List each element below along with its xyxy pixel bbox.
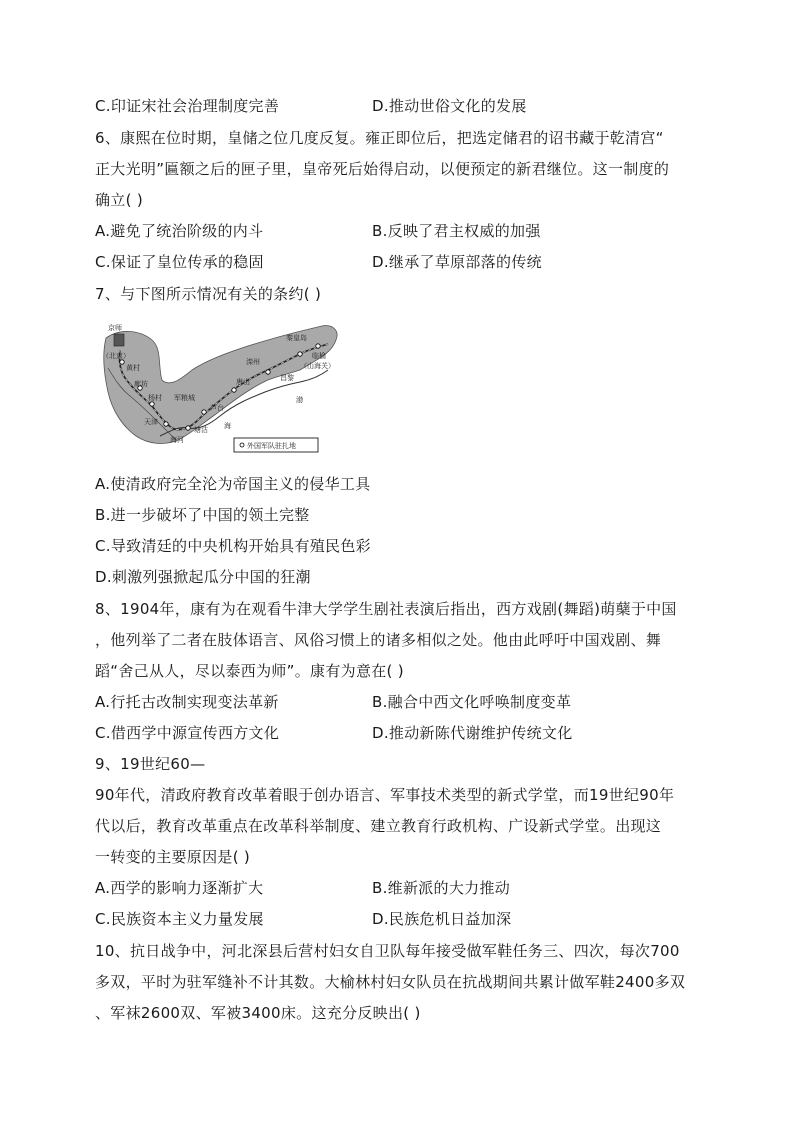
q6-stem-line2: 正大光明”匾额之后的匣子里，皇帝死后始得启动，以便预定的新君继位。这一制度的	[95, 160, 670, 178]
q9-option-b[interactable]: B.维新派的大力推动	[372, 879, 511, 897]
label-tanggu: 塘沽	[194, 426, 208, 434]
q9-option-c[interactable]: C.民族资本主义力量发展	[95, 910, 264, 928]
label-linyu: 临榆	[312, 352, 326, 360]
label-junliangcheng: 军粮城	[174, 394, 195, 402]
q10-stem-line1: 10、抗日战争中，河北深县后营村妇女自卫队每年接受做军鞋任务三、四次，每次700	[95, 942, 680, 960]
q7-map	[100, 318, 340, 458]
q8-stem-line1: 8、1904年，康有为在观看牛津大学学生剧社表演后指出，西方戏剧(舞蹈)萌蘖于中国	[95, 600, 677, 618]
q8-option-c[interactable]: C.借西学中源宣传西方文化	[95, 724, 280, 742]
q6-stem-line3: 确立( )	[95, 191, 143, 209]
q9-stem-line4: 一转变的主要原因是( )	[95, 848, 251, 866]
q9-stem-line2: 90年代，清政府教育改革着眼于创办语言、军事技术类型的新式学堂，而19世纪90年	[95, 786, 675, 804]
q8-option-b[interactable]: B.融合中西文化呼唤制度变革	[372, 693, 572, 711]
q5-option-c[interactable]: C.印证宋社会治理制度完善	[95, 97, 280, 115]
label-jingshi: 京师	[108, 324, 122, 332]
label-beijing: （北京）	[102, 352, 130, 360]
q8-stem-line2: ，他列举了二者在肢体语言、风俗习惯上的诸多相似之处。他由此呼吁中国戏剧、舞	[95, 631, 662, 649]
q10-stem-line3: 、军袜2600双、军被3400床。这充分反映出( )	[95, 1004, 421, 1022]
q6-option-c[interactable]: C.保证了皇位传承的稳固	[95, 253, 264, 271]
q7-map-figure	[100, 318, 340, 458]
q6-option-d[interactable]: D.继承了草原部落的传统	[372, 253, 542, 271]
label-hai: 海	[224, 422, 231, 430]
label-shanhaiguan: （山海关）	[300, 362, 335, 370]
garrison-dot	[120, 360, 124, 364]
label-bo: 渤	[296, 396, 303, 404]
beijing-city-icon	[114, 334, 124, 346]
garrison-dot	[202, 410, 206, 414]
q9-option-a[interactable]: A.西学的影响力逐渐扩大	[95, 879, 264, 897]
legend-label: 外国军队驻扎地	[247, 442, 296, 450]
q8-option-a[interactable]: A.行托古改制实现变法革新	[95, 693, 279, 711]
q6-option-a[interactable]: A.避免了统治阶级的内斗	[95, 222, 264, 240]
label-luanzhou: 滦州	[246, 358, 260, 366]
q9-option-d[interactable]: D.民族危机日益加深	[372, 910, 512, 928]
q7-option-c[interactable]: C.导致清廷的中央机构开始具有殖民色彩	[95, 537, 371, 555]
label-haihe: 海河	[170, 436, 184, 444]
q7-option-a[interactable]: A.使清政府完全沦为帝国主义的侵华工具	[95, 475, 371, 493]
label-yangcun: 杨村	[148, 394, 162, 402]
q7-stem-line1: 7、与下图所示情况有关的条约( )	[95, 285, 322, 303]
label-lutai: 芦台	[210, 404, 224, 412]
label-changli: 昌黎	[280, 374, 294, 382]
q9-stem-line3: 代以后，教育改革重点在改革科举制度、建立教育行政机构、广设新式学堂。出现这	[95, 817, 662, 835]
legend-dot-icon	[240, 443, 244, 447]
label-huangcun: 黄村	[126, 364, 140, 372]
garrison-dot	[150, 402, 154, 406]
q7-option-d[interactable]: D.刺激列强掀起瓜分中国的狂潮	[95, 568, 311, 586]
q5-option-d[interactable]: D.推动世俗文化的发展	[372, 97, 527, 115]
q7-option-b[interactable]: B.进一步破坏了中国的领土完整	[95, 506, 310, 524]
q10-stem-line2: 多双，平时为驻军缝补不计其数。大榆林村妇女队员在抗战期间共累计做军鞋2400多双	[95, 973, 686, 991]
garrison-dot	[186, 426, 190, 430]
q6-option-b[interactable]: B.反映了君主权威的加强	[372, 222, 541, 240]
label-tianjin: 天津	[144, 418, 158, 426]
garrison-dot	[316, 344, 320, 348]
label-tangshan: 唐山	[236, 378, 250, 386]
q8-stem-line3: 蹈“舍己从人，尽以泰西为师”。康有为意在( )	[95, 662, 404, 680]
q6-stem-line1: 6、康熙在位时期，皇储之位几度反复。雍正即位后，把选定储君的诏书藏于乾清宫“	[95, 129, 664, 147]
q9-stem-line1: 9、19世纪60—	[95, 755, 206, 773]
garrison-dot	[298, 352, 302, 356]
label-qinhuangdao: 秦皇岛	[286, 334, 307, 342]
label-langfang: 廊坊	[134, 380, 148, 388]
garrison-dot	[232, 388, 236, 392]
garrison-dot	[266, 370, 270, 374]
garrison-dot	[164, 422, 168, 426]
q8-option-d[interactable]: D.推动新陈代谢维护传统文化	[372, 724, 573, 742]
